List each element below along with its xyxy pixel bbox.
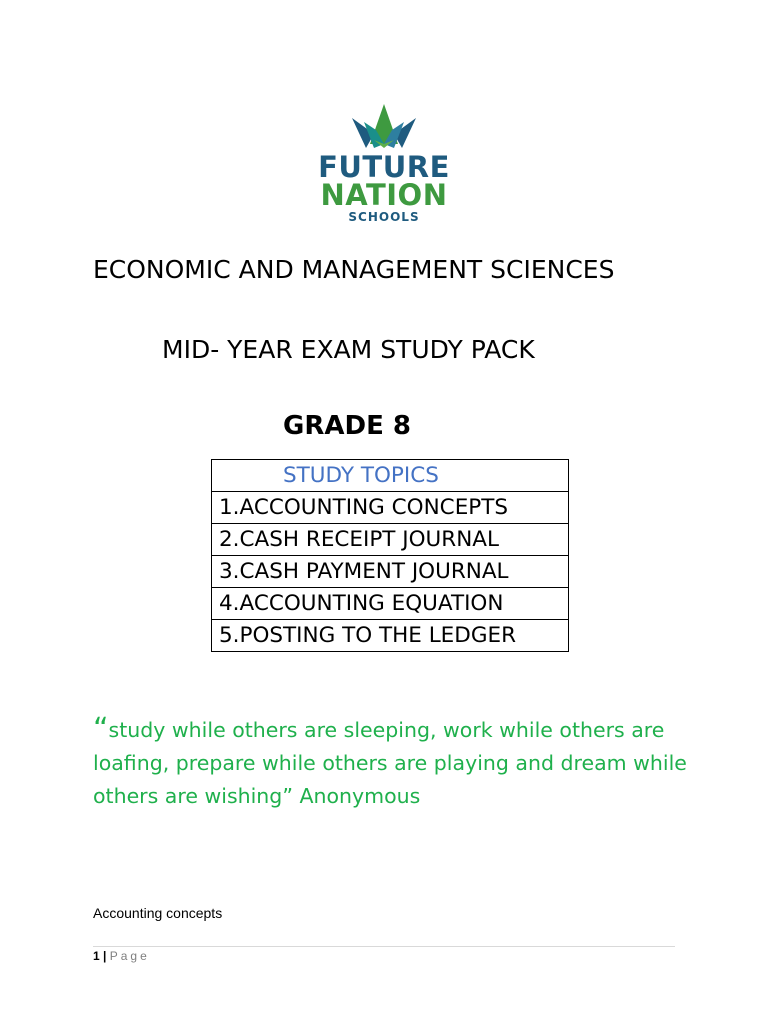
logo-word-future: FUTURE — [318, 150, 450, 184]
topic-item: 1.ACCOUNTING CONCEPTS — [212, 492, 569, 524]
table-header-row — [212, 460, 569, 492]
page-footer — [93, 949, 150, 963]
study-pack-title: MID- YEAR EXAM STUDY PACK — [162, 335, 535, 364]
school-logo — [300, 100, 468, 230]
quote-text: study while others are sleeping, work while others are loafing, prepare while others are playing and dream while others are wishing” Anonymous — [93, 718, 687, 808]
table-row — [212, 492, 569, 524]
logo-word-schools: SCHOOLS — [348, 210, 420, 224]
table-row — [212, 588, 569, 620]
grade-title: GRADE 8 — [283, 411, 411, 441]
page-number: 1 — [93, 949, 100, 963]
table-row — [212, 524, 569, 556]
topic-item: 5.POSTING TO THE LEDGER — [212, 620, 569, 652]
topic-item: 2.CASH RECEIPT JOURNAL — [212, 524, 569, 556]
crown-icon — [350, 104, 418, 148]
subject-title: ECONOMIC AND MANAGEMENT SCIENCES — [93, 255, 615, 284]
footer-divider — [93, 946, 675, 947]
motivational-quote — [93, 713, 693, 813]
study-topics-heading: STUDY TOPICS — [212, 460, 569, 492]
table-row — [212, 556, 569, 588]
page-separator: | — [99, 949, 110, 963]
topic-item: 3.CASH PAYMENT JOURNAL — [212, 556, 569, 588]
topic-item: 4.ACCOUNTING EQUATION — [212, 588, 569, 620]
page-word: Page — [109, 949, 150, 963]
quote-open-mark: “ — [93, 712, 109, 747]
study-topics-table — [211, 459, 569, 652]
section-label: Accounting concepts — [93, 905, 223, 921]
table-row — [212, 620, 569, 652]
logo-word-nation: NATION — [320, 178, 448, 212]
